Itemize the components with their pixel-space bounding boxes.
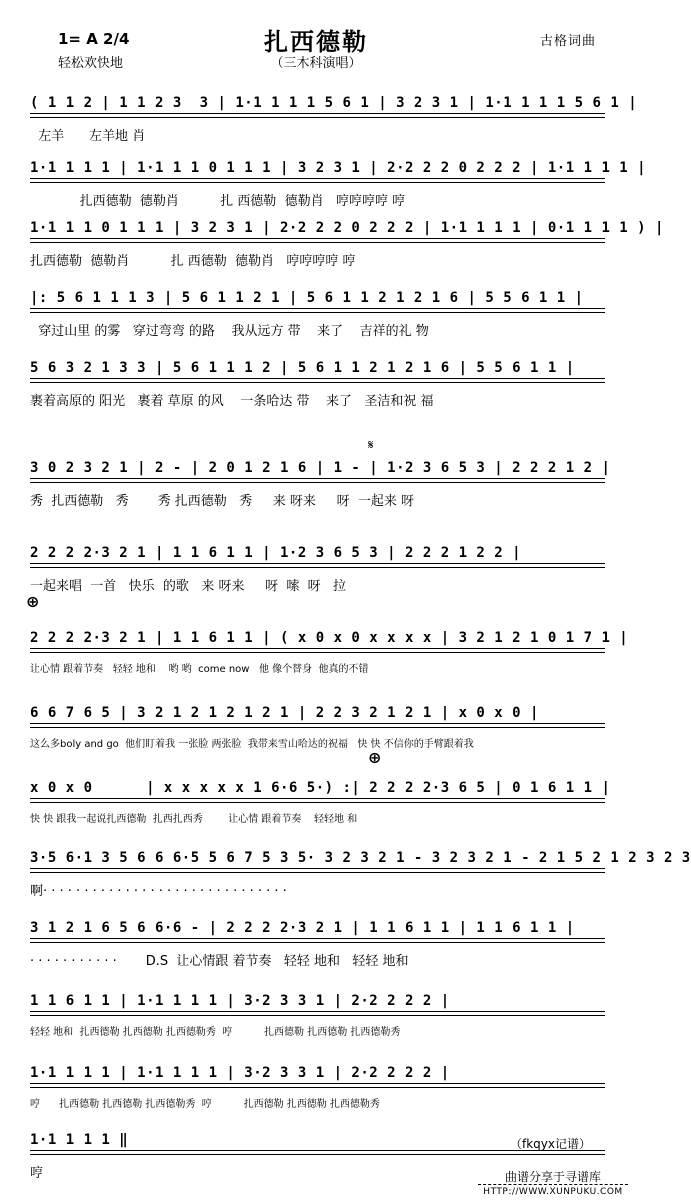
notation-line: 3·5 6·1 3 5 6 6 6·5 5 6 7 5 3 5· 3 2 3 2 1 - 3 2 3 2 1 - 2 1 5 2 1 2 3 2 3 [30, 850, 605, 873]
notation-line: 1·1 1 1 1 ‖ [30, 1132, 605, 1155]
lyrics-line: 一起来唱 一首 快乐 的歌 来 呀来 呀 嗦 呀 拉 [30, 579, 347, 594]
lyrics-line: 穿过山里 的雾 穿过弯弯 的路 我从远方 带 来了 吉祥的礼 物 [30, 324, 429, 339]
notation-line: 3 0 2 3 2 1 | 2 - | 2 0 1 2 1 6 | 1 - | 1·2 3 6 5 3 | 2 2 2 1 2 | [30, 460, 605, 483]
lyrics-line: 啊· · · · · · · · · · · · · · · · · · · · · · · · · · · · · · [30, 884, 287, 899]
composer-credits: 古格词曲 [540, 34, 597, 49]
lyrics-line: 秀 扎西德勒 秀 秀 扎西德勒 秀 来 呀来 呀 一起来 呀 [30, 494, 414, 509]
lyrics-line: 这么多boly and go 他们盯着我 一张脸 两张脸 我带来雪山哈达的祝福 快 快 不信你的手臂跟着我 [30, 739, 474, 750]
segno-sign: 𝄋 [368, 438, 374, 453]
coda-sign: ⊕ [26, 592, 40, 611]
lyrics-line: 让心情 跟着节奏 轻轻 地和 哟 哟 come now 他 像个替身 他真的不错 [30, 664, 369, 675]
site-footer [478, 1170, 628, 1199]
lyrics-line: 扎西德勒 德勒肖 扎 西德勒 德勒肖 哼哼哼哼 哼 [30, 194, 406, 209]
notation-line: 1·1 1 1 0 1 1 1 | 3 2 3 1 | 2·2 2 2 0 2 2 2 | 1·1 1 1 1 | 0·1 1 1 1 ) | [30, 220, 605, 243]
lyrics-line: 快 快 跟我一起说扎西德勒 扎西扎西秀 让心情 跟着节奏 轻轻地 和 [30, 814, 358, 825]
lyrics-line: 裹着高原的 阳光 裹着 草原 的风 一条哈达 带 来了 圣洁和祝 福 [30, 394, 434, 409]
tempo-marking: 轻松欢快地 [58, 56, 124, 71]
song-title: 扎西德勒 [264, 28, 368, 56]
lyrics-line: 哼 扎西德勒 扎西德勒 扎西德勒秀 哼 扎西德勒 扎西德勒 扎西德勒秀 [30, 1099, 380, 1110]
notation-line: 6 6 7 6 5 | 3 2 1 2 1 2 1 2 1 | 2 2 3 2 1 2 1 | x 0 x 0 | [30, 705, 605, 728]
notation-line: 2 2 2 2·3 2 1 | 1 1 6 1 1 | 1·2 3 6 5 3 | 2 2 2 1 2 2 | [30, 545, 605, 568]
notation-line: 2 2 2 2·3 2 1 | 1 1 6 1 1 | ( x 0 x 0 x x x x | 3 2 1 2 1 0 1 7 1 | [30, 630, 605, 653]
lyrics-line: · · · · · · · · · · · D.S 让心情跟 着节奏 轻轻 地和 轻轻 地和 [30, 954, 409, 969]
notation-line: 1·1 1 1 1 | 1·1 1 1 1 | 3·2 3 3 1 | 2·2 2 2 2 | [30, 1065, 605, 1088]
notation-line: ( 1 1 2 | 1 1 2 3 3 | 1·1 1 1 1 5 6 1 | 3 2 3 1 | 1·1 1 1 1 5 6 1 | [30, 95, 605, 118]
transcriber-credit: （fkqyx记谱） [510, 1137, 591, 1151]
lyrics-line: 轻轻 地和 扎西德勒 扎西德勒 扎西德勒秀 哼 扎西德勒 扎西德勒 扎西德勒秀 [30, 1027, 401, 1038]
site-url: HTTP://WWW.XUNPUKU.COM [478, 1184, 628, 1199]
notation-line: x 0 x 0 | x x x x x 1 6·6 5·) :| 2 2 2 2·3 6 5 | 0 1 6 1 1 | [30, 780, 605, 803]
lyrics-line: 扎西德勒 德勒肖 扎 西德勒 德勒肖 哼哼哼哼 哼 [30, 254, 356, 269]
performer-subtitle: （三木科演唱） [270, 56, 362, 71]
lyrics-line: 哼 [30, 1166, 44, 1181]
key-signature: 1= A 2/4 [58, 30, 130, 48]
lyrics-line: 左羊 左羊地 肖 [30, 129, 146, 144]
notation-line: 3 1 2 1 6 5 6 6·6 - | 2 2 2 2·3 2 1 | 1 1 6 1 1 | 1 1 6 1 1 | [30, 920, 605, 943]
notation-line: |: 5 6 1 1 1 3 | 5 6 1 1 2 1 | 5 6 1 1 2 1 2 1 6 | 5 5 6 1 1 | [30, 290, 605, 313]
notation-line: 1·1 1 1 1 | 1·1 1 1 0 1 1 1 | 3 2 3 1 | 2·2 2 2 0 2 2 2 | 1·1 1 1 1 | [30, 160, 605, 183]
site-text: 曲谱分享于寻谱库 [504, 1170, 601, 1184]
notation-line: 1 1 6 1 1 | 1·1 1 1 1 | 3·2 3 3 1 | 2·2 2 2 2 | [30, 993, 605, 1016]
notation-line: 5 6 3 2 1 3 3 | 5 6 1 1 1 2 | 5 6 1 1 2 1 2 1 6 | 5 5 6 1 1 | [30, 360, 605, 383]
coda-sign: ⊕ [368, 748, 382, 767]
